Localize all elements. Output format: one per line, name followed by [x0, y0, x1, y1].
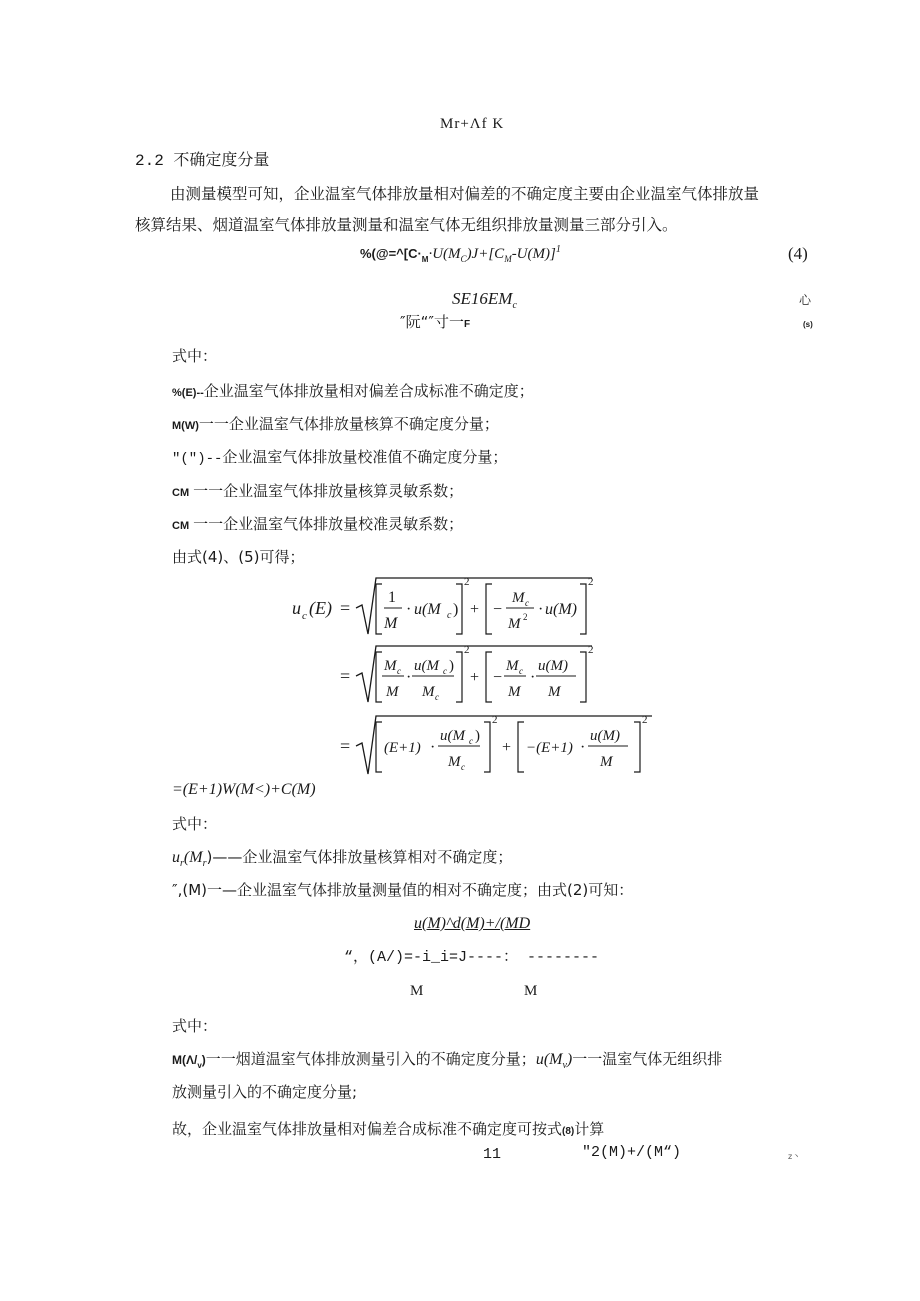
definition-4	[172, 483, 463, 499]
def-text-2: 一一温室气体无组织排	[572, 1050, 723, 1068]
equation-4	[360, 245, 561, 264]
term: u(M	[414, 601, 441, 618]
svg-text:·: ·	[406, 601, 412, 618]
svg-text:c: c	[443, 666, 447, 676]
svg-text:c: c	[519, 666, 523, 676]
svg-text:M: M	[508, 684, 521, 700]
def-text: 企业温室气体排放量校准值不确定度分量；	[222, 448, 508, 466]
def-close-2: )	[566, 1051, 573, 1068]
exponent: 2	[464, 576, 470, 588]
equation-m-right: M	[524, 983, 538, 999]
eq4-bold: %(@=^[C·	[360, 246, 422, 261]
uncertainty-derivation-equation	[280, 572, 660, 782]
svg-text:·: ·	[430, 739, 436, 756]
def-sym: ″(″)--	[172, 451, 223, 467]
def-arg: (M	[183, 849, 203, 866]
def-text: 一一烟道温室气体排放测量引入的不确定度分量；	[205, 1050, 536, 1068]
frac-den-exp: 2	[523, 612, 528, 622]
svg-text:+: +	[470, 601, 480, 618]
intro-line-2: 核算结果、烟道温室气体排放量测量和温室气体无组织排放量测量三部分引入。	[135, 216, 678, 234]
svg-text:M: M	[506, 658, 519, 674]
svg-text:M: M	[600, 754, 613, 770]
def-sym: M(W)	[172, 420, 199, 432]
eq5-line2: ″阮“″寸一	[400, 313, 464, 331]
svg-text:+: +	[502, 739, 512, 756]
eq5-main: SE16EM	[452, 289, 513, 308]
def-sym: %(E)--	[172, 387, 204, 399]
equation-5-line-1	[452, 290, 517, 311]
final-ref: (8)	[562, 1126, 575, 1137]
svg-text:−: −	[493, 601, 503, 618]
bottom-formula-mid: ″2(M)+/(M“)	[582, 1144, 682, 1161]
svg-text:+: +	[470, 669, 480, 686]
definition-2	[172, 416, 499, 432]
svg-text:c: c	[435, 692, 439, 702]
equation-number-4: (4)	[788, 244, 808, 263]
def-sym-2: u(M	[535, 1051, 563, 1068]
svg-text:2: 2	[588, 644, 594, 656]
where-label-2: 式中：	[172, 815, 218, 833]
frac-den: M	[384, 615, 398, 632]
eq5-bold: F	[463, 319, 471, 330]
eq5-sub: c	[512, 300, 517, 312]
svg-text:2: 2	[642, 714, 648, 726]
svg-text:u(M: u(M	[414, 658, 439, 674]
svg-text:=: =	[340, 736, 351, 756]
eq4-sub: M	[421, 255, 429, 264]
definition-5	[172, 516, 463, 532]
eq4-sub2: C	[460, 254, 467, 264]
def-sub: r	[180, 858, 184, 870]
svg-text:u(M: u(M	[440, 728, 465, 744]
equation-5-line-2	[400, 314, 470, 330]
equation-quote: “，(A/)=-i_i=J----： --------	[344, 949, 600, 966]
equation-um: u(M)^d(M)+/(MD	[414, 915, 531, 932]
def-sub2: r	[202, 858, 207, 870]
svg-text:2: 2	[588, 576, 594, 588]
bottom-formula-right: z丶	[788, 1152, 801, 1161]
svg-text:=: =	[340, 666, 351, 686]
term-sub: c	[447, 610, 452, 621]
svg-text:c: c	[397, 666, 401, 676]
def-text: 一一企业温室气体排放量核算灵敏系数；	[193, 482, 464, 500]
eq4-sup: 1	[555, 244, 561, 255]
definition-measured: ″,(M)一—企业温室气体排放量测量值的相对不确定度；由式(2)可知：	[172, 881, 634, 899]
definition-mv	[172, 1051, 722, 1071]
final-line	[172, 1121, 604, 1137]
svg-text:M: M	[448, 754, 461, 770]
svg-text:c: c	[469, 736, 473, 746]
definition-1	[172, 383, 534, 399]
eq4-rest3: -U(M)]	[511, 246, 556, 262]
frac-den: M	[508, 616, 521, 632]
svg-text:): )	[475, 728, 480, 744]
final-text: 故，企业温室气体排放量相对偏差合成标准不确定度可按式	[172, 1120, 563, 1138]
svg-text:u(M): u(M)	[590, 728, 620, 744]
svg-text:·: ·	[530, 669, 536, 686]
def-sym: u	[172, 849, 180, 866]
section-heading: 2.2 不确定度分量	[135, 152, 270, 170]
svg-text:·: ·	[538, 601, 544, 618]
svg-text:=: =	[340, 598, 351, 618]
definition-ur	[172, 849, 512, 869]
svg-text:M: M	[422, 684, 435, 700]
equation-m-left: M	[410, 983, 424, 999]
frac-num: 1	[388, 589, 396, 606]
frac-num-sub: c	[525, 598, 529, 608]
svg-text:·: ·	[406, 669, 412, 686]
where-label-3: 式中：	[172, 1017, 218, 1035]
svg-text:·: ·	[580, 739, 586, 756]
final-end: 计算	[574, 1120, 605, 1138]
term: u(M)	[545, 601, 577, 618]
svg-text:−: −	[493, 669, 503, 686]
def-sym: CM	[172, 487, 190, 499]
eq5-right-mark: 心	[799, 293, 812, 307]
from-equations: 由式(4)、(5)可得；	[172, 548, 305, 566]
frac-num: M	[512, 590, 525, 606]
lhs-symbol: u	[292, 598, 301, 618]
result-line: =(E+1)W(M<)+C(M)	[172, 781, 316, 798]
eq4-sub3: M	[504, 254, 512, 264]
svg-text:2: 2	[492, 714, 498, 726]
lhs-sub: c	[302, 610, 307, 622]
lhs-arg: (E)	[309, 598, 332, 618]
equation-number-5: (s)	[803, 320, 813, 329]
def-text: )——企业温室气体排放量核算相对不确定度；	[206, 848, 513, 866]
def-sub: v	[197, 1061, 202, 1071]
definition-3	[172, 449, 507, 466]
bottom-formula-left: 11	[483, 1146, 502, 1163]
top-formula: Mr+Λf K	[440, 116, 505, 132]
svg-text:): )	[449, 658, 454, 674]
term-close: )	[453, 601, 459, 618]
intro-line-1: 由测量模型可知，企业温室气体排放量相对偏差的不确定度主要由企业温室气体排放量	[170, 185, 760, 203]
factor: (E+1)	[384, 740, 421, 756]
definition-mv-line-2: 放测量引入的不确定度分量;	[172, 1083, 358, 1101]
eq4-rest2: )J+[C	[466, 246, 505, 262]
def-text: 企业温室气体排放量相对偏差合成标准不确定度；	[203, 382, 534, 400]
svg-text:u(M): u(M)	[538, 658, 568, 674]
def-sub-2: v	[562, 1060, 567, 1072]
svg-text:2: 2	[464, 644, 470, 656]
svg-text:−(E+1): −(E+1)	[526, 740, 573, 756]
def-close: )	[201, 1053, 206, 1067]
def-sym: M(Λ/	[172, 1053, 198, 1067]
def-text: 一一企业温室气体排放量核算不确定度分量；	[198, 415, 499, 433]
eq4-rest: ·U(M	[428, 246, 461, 262]
svg-text:M: M	[548, 684, 561, 700]
def-text: 一一企业温室气体排放量校准灵敏系数；	[193, 515, 464, 533]
svg-text:c: c	[461, 762, 465, 772]
svg-text:M: M	[384, 658, 397, 674]
def-sym: CM	[172, 520, 190, 532]
where-label-1: 式中：	[172, 347, 218, 365]
svg-text:M: M	[386, 684, 399, 700]
